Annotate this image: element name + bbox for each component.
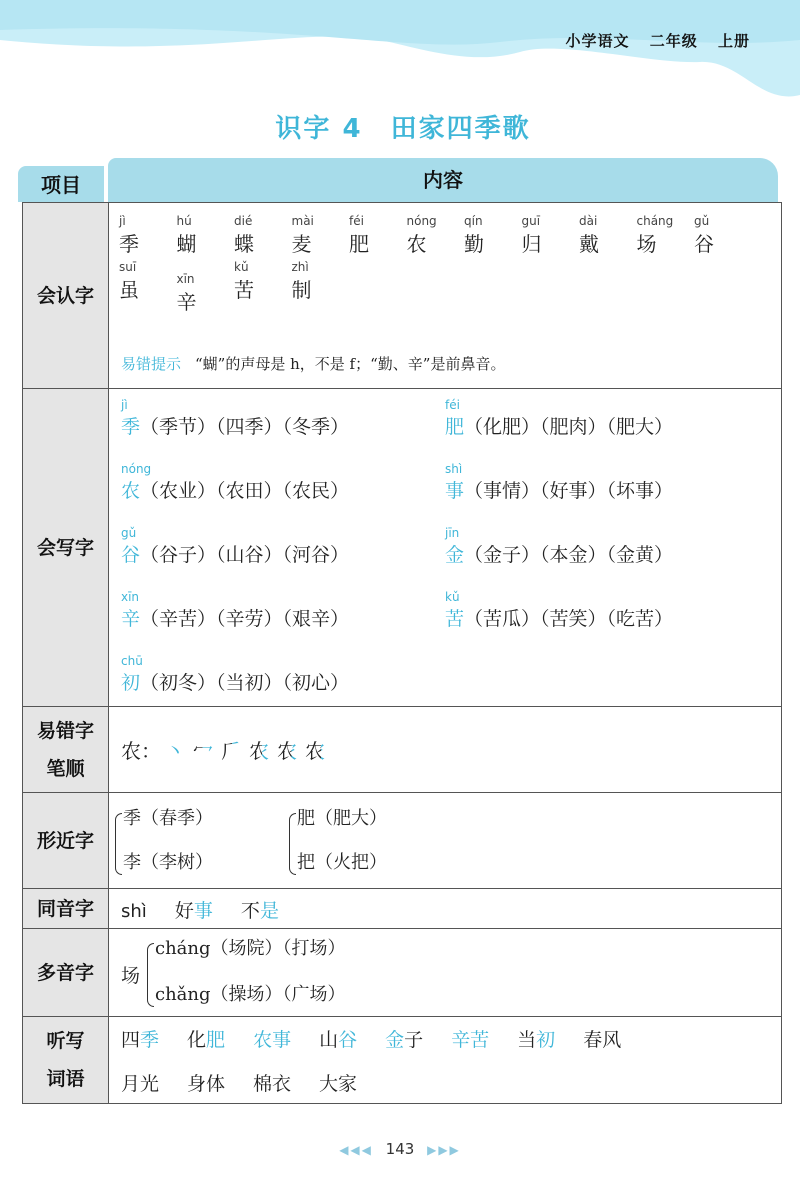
word-highlight: 谷: [338, 1029, 358, 1051]
dictation-word: 棉衣: [253, 1073, 292, 1095]
word-plain: 好: [174, 900, 194, 922]
recognize-char: [119, 259, 177, 317]
recognize-char: [579, 213, 637, 259]
recognize-char: [522, 213, 580, 259]
pinyin: nóng: [406, 214, 437, 228]
subject-label: 小学语文: [565, 32, 630, 50]
pinyin: jīn: [445, 526, 460, 540]
row-label: 多音字: [23, 929, 109, 1016]
word-plain: 子: [404, 1029, 424, 1051]
hanzi: 归: [521, 232, 542, 256]
pinyin: qín: [464, 214, 483, 228]
tip-label: 易错提示: [121, 355, 182, 373]
stroke-prefix: 农：: [121, 739, 161, 763]
stroke-sequence: [121, 735, 325, 764]
dictation-word: 月光: [121, 1073, 160, 1095]
write-line: [445, 413, 765, 441]
polyphone-content: [109, 929, 781, 1016]
row-label: [23, 707, 109, 792]
pinyin: féi: [445, 398, 460, 412]
homophone-content: [109, 889, 781, 928]
homophone-pinyin: shì: [121, 901, 147, 922]
prev-arrows-icon: ◀◀◀: [339, 1143, 373, 1157]
pinyin: gǔ: [121, 526, 137, 540]
label-line-1: 易错字: [36, 719, 94, 742]
similar-b2: 把（火把）: [297, 852, 387, 873]
hanzi: 戴: [579, 232, 599, 256]
polyphone-lines: [155, 937, 346, 1007]
dictation-word: [583, 1029, 621, 1051]
dictation-word: [451, 1029, 489, 1051]
row-recognize: [23, 203, 781, 389]
write-line: [121, 413, 441, 441]
row-dictation: [23, 1017, 781, 1103]
column-header-item: 项目: [18, 166, 104, 202]
write-char-group: [445, 589, 765, 633]
error-tip: [121, 353, 505, 374]
stroke-step: 农: [305, 739, 325, 763]
pinyin: jì: [119, 214, 126, 228]
recognize-char: [292, 259, 350, 317]
tip-text: “蝴”的声母是 h，不是 f；“勤、辛”是前鼻音。: [195, 355, 506, 373]
write-char-group: [445, 525, 765, 569]
hanzi: 蝴: [176, 232, 197, 256]
similar-a2: 李（李树）: [123, 852, 213, 873]
row-label: 会写字: [23, 389, 109, 706]
row-label: [23, 1017, 109, 1103]
recognize-char: [177, 271, 235, 317]
similar-pair-a: [123, 807, 213, 875]
stroke-step: 农: [249, 739, 269, 763]
book-info: [551, 30, 750, 51]
hanzi: 勤: [464, 232, 484, 256]
word-list: （苦瓜）（苦笑）（吃苦）: [464, 608, 674, 630]
page-number: 143: [385, 1140, 415, 1158]
stroke-content: [109, 707, 781, 792]
row-label: 同音字: [23, 889, 109, 928]
pinyin: xīn: [121, 590, 140, 604]
stroke-steps: [161, 739, 325, 763]
write-content: [109, 389, 781, 706]
polyphone-line-1: cháng（场院）（打场）: [155, 938, 346, 959]
stroke-step: 农: [277, 739, 297, 763]
hanzi: 肥: [445, 416, 465, 438]
brace-right: [289, 813, 296, 875]
row-label: 会认字: [23, 203, 109, 388]
similar-pair-b: [297, 807, 387, 875]
dictation-word: [253, 1029, 291, 1051]
word-list: （辛苦）（辛劳）（艰辛）: [140, 608, 350, 630]
hanzi: 苦: [234, 278, 254, 302]
lesson-number: 识字 4: [275, 114, 363, 144]
word-highlight: 农事: [253, 1029, 292, 1051]
hanzi: 辛: [176, 290, 197, 314]
word-highlight: 金: [385, 1029, 405, 1051]
word-list: （初冬）（当初）（初心）: [140, 672, 350, 694]
dictation-word: [319, 1029, 357, 1051]
recognize-char-grid: [109, 203, 781, 317]
label-line-1: 听写: [46, 1030, 85, 1052]
recognize-char: [234, 213, 292, 259]
homophone-word-1: [175, 900, 213, 922]
word-plain: 四: [121, 1029, 141, 1051]
word-highlight: 肥: [206, 1029, 226, 1051]
hanzi: 蝶: [234, 232, 254, 256]
hanzi: 农: [406, 232, 427, 256]
word-highlight: 初: [536, 1029, 556, 1051]
pinyin: cháng: [636, 214, 674, 228]
word-list: （农业）（农田）（农民）: [140, 480, 350, 502]
write-line: [121, 605, 441, 633]
row-stroke-order: [23, 707, 781, 793]
pinyin: xīn: [176, 272, 195, 286]
similar-a1: 季（春季）: [123, 808, 213, 829]
word-plain: 不: [240, 900, 260, 922]
write-line: [445, 541, 765, 569]
recognize-char: [464, 213, 522, 259]
word-list: （季节）（四季）（冬季）: [140, 416, 350, 438]
word-highlight: 辛苦: [451, 1029, 490, 1051]
pinyin: shì: [445, 462, 463, 476]
recognize-char: [292, 213, 350, 259]
similar-content: [109, 793, 781, 888]
row-polyphone: [23, 929, 781, 1017]
pinyin: mài: [291, 214, 314, 228]
label-line-2: 笔顺: [46, 757, 85, 780]
write-char-group: [121, 397, 441, 441]
pinyin: gǔ: [694, 214, 710, 228]
pinyin: féi: [349, 214, 364, 228]
recognize-char: [177, 213, 235, 259]
pinyin: zhì: [291, 260, 309, 274]
word-plain: 春风: [583, 1029, 622, 1051]
similar-b1: 肥（肥大）: [297, 808, 387, 829]
hanzi: 辛: [121, 608, 141, 630]
write-char-group: [445, 461, 765, 505]
pinyin: dié: [234, 214, 253, 228]
homophone-word-2: [241, 900, 279, 922]
write-char-group: [121, 461, 441, 505]
page-footer: [0, 1140, 800, 1158]
next-arrows-icon: ▶▶▶: [427, 1143, 461, 1157]
dictation-word: [121, 1029, 159, 1051]
write-line: [121, 477, 441, 505]
recognize-char: [349, 213, 407, 259]
hanzi: 金: [445, 544, 465, 566]
write-char-group: [121, 653, 441, 697]
recognize-char: [637, 213, 695, 259]
pinyin: hú: [176, 214, 192, 228]
hanzi: 谷: [121, 544, 141, 566]
row-similar: [23, 793, 781, 889]
dictation-word: [385, 1029, 423, 1051]
dictation-line-2: [121, 1069, 385, 1096]
brace-left: [115, 813, 122, 875]
pinyin: kǔ: [445, 590, 460, 604]
write-line: [121, 541, 441, 569]
pinyin: kǔ: [234, 260, 249, 274]
hanzi: 场: [636, 232, 657, 256]
hanzi: 季: [119, 232, 139, 256]
recognize-char: [234, 259, 292, 317]
row-write: [23, 389, 781, 707]
column-header-content: 内容: [108, 158, 778, 202]
pinyin: suī: [119, 260, 137, 274]
write-char-group: [121, 525, 441, 569]
hanzi: 制: [291, 278, 312, 302]
stroke-step: 𠂆: [221, 739, 241, 763]
word-highlight: 事: [193, 900, 213, 922]
hanzi: 肥: [349, 232, 369, 256]
hanzi: 季: [121, 416, 141, 438]
recognize-char: [694, 213, 752, 259]
lesson-name: 田家四季歌: [390, 114, 531, 144]
recognize-char: [407, 213, 465, 259]
word-list: （事情）（好事）（坏事）: [464, 480, 674, 502]
row-label: 形近字: [23, 793, 109, 888]
word-highlight: 季: [140, 1029, 160, 1051]
volume-label: 上册: [717, 32, 750, 50]
pinyin: dài: [579, 214, 598, 228]
word-plain: 化: [187, 1029, 207, 1051]
write-line: [445, 605, 765, 633]
brace-poly: [147, 943, 154, 1007]
page-title: [0, 108, 800, 145]
row-homophone: [23, 889, 781, 929]
hanzi: 苦: [445, 608, 465, 630]
dictation-word: 身体: [187, 1073, 226, 1095]
dictation-line-1: [121, 1025, 649, 1052]
write-line: [445, 477, 765, 505]
hanzi: 事: [445, 480, 465, 502]
hanzi: 虽: [119, 278, 139, 302]
pinyin: jì: [121, 398, 128, 412]
word-plain: 当: [517, 1029, 537, 1051]
hanzi: 农: [121, 480, 141, 502]
pinyin: chū: [121, 654, 143, 668]
word-list: （金子）（本金）（金黄）: [464, 544, 674, 566]
recognize-char: [119, 213, 177, 259]
homophone-line: [121, 896, 279, 923]
word-list: （谷子）（山谷）（河谷）: [140, 544, 350, 566]
dictation-content: [109, 1017, 781, 1103]
dictation-word: 大家: [319, 1073, 358, 1095]
dictation-word: [517, 1029, 555, 1051]
word-list: （化肥）（肥肉）（肥大）: [464, 416, 674, 438]
grade-label: 二年级: [649, 32, 698, 50]
polyphone-char: 场: [121, 965, 141, 987]
write-char-group: [445, 397, 765, 441]
write-char-group: [121, 589, 441, 633]
stroke-step: 冖: [193, 739, 213, 763]
hanzi: 谷: [694, 232, 714, 256]
write-line: [121, 669, 441, 697]
word-highlight: 是: [259, 900, 279, 922]
polyphone-line-2: chǎng（操场）（广场）: [155, 984, 346, 1005]
dictation-word: [187, 1029, 225, 1051]
label-line-2: 词语: [46, 1068, 85, 1090]
pinyin: guī: [521, 214, 541, 228]
content-table: [22, 202, 782, 1104]
word-plain: 山: [319, 1029, 339, 1051]
hanzi: 麦: [291, 232, 312, 256]
row-content: [109, 203, 781, 388]
pinyin: nóng: [121, 462, 152, 476]
hanzi: 初: [121, 672, 141, 694]
stroke-step: 丶: [165, 739, 185, 763]
